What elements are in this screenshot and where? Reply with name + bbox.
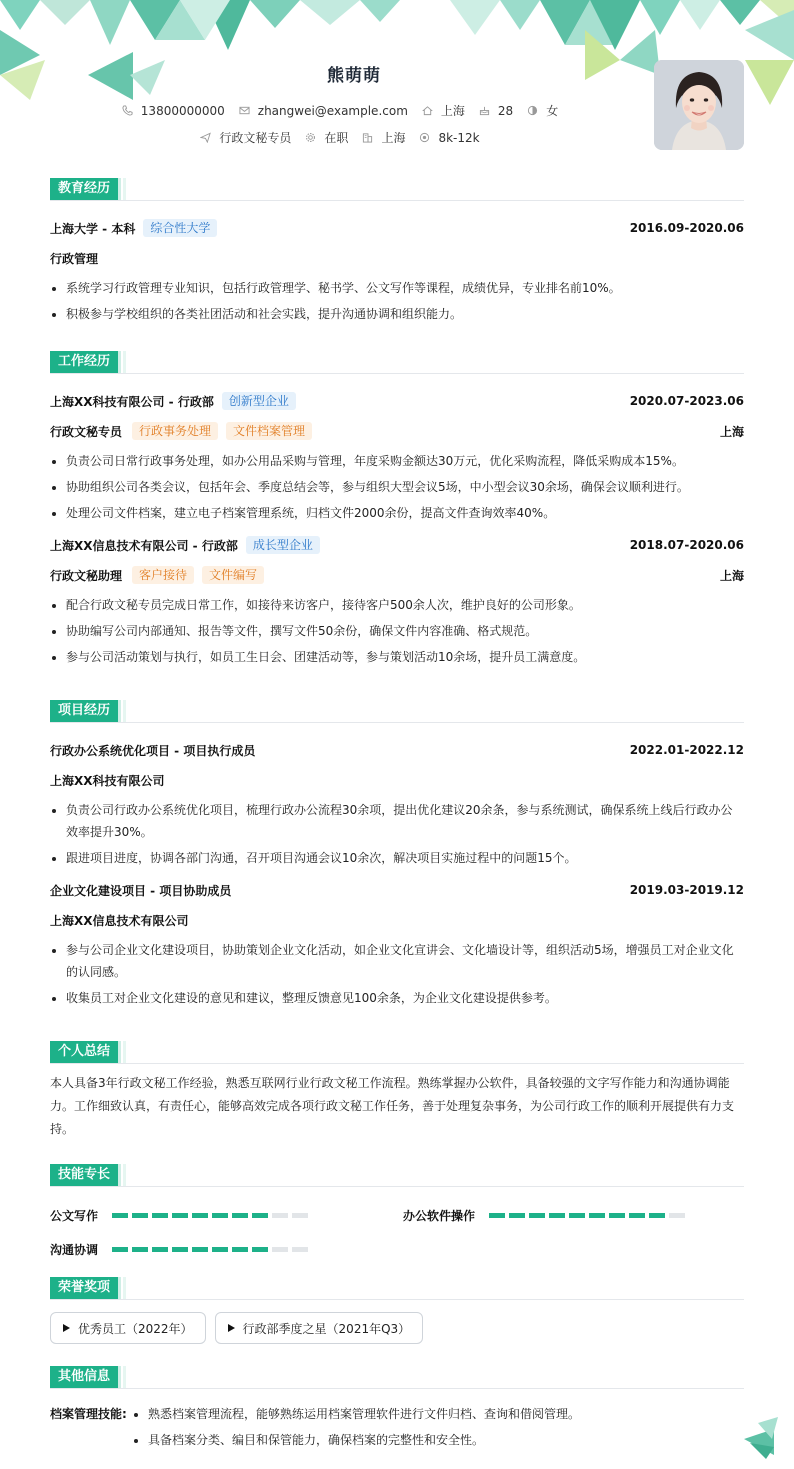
skill-level-segment [292,1213,308,1218]
list-item: 负责公司行政办公系统优化项目，梳理行政办公流程30余项，提出优化建议20余条，参与系统测试，确保系统上线后行政办公效率提升30%。 [50,799,744,843]
skill-level-segment [292,1247,308,1252]
skill-level-segment [212,1213,228,1218]
school-tag: 综合性大学 [143,219,217,237]
projects-section [50,699,744,1013]
award-text: 行政部季度之星（2021年Q3） [242,1321,411,1336]
work-section [50,350,744,672]
project-row [50,875,744,905]
skill-level-segment [192,1247,208,1252]
age-text: 28 [497,103,514,118]
skill-level-bar [489,1213,689,1218]
gear-icon [305,132,316,143]
status-text: 在职 [324,131,349,145]
avatar-photo [654,60,744,150]
skills-list [50,1187,744,1257]
company-tag: 成长型企业 [246,536,320,554]
education-major-row [50,243,744,273]
phone-icon [122,105,133,116]
skill-item [50,1241,312,1258]
phone-text: 13800000000 [140,103,225,118]
list-item: 配合行政文秘专员完成日常工作，如接待来访客户，接待客户500余人次，维护良好的公司形象。 [50,594,744,616]
skill-level-segment [132,1247,148,1252]
list-item: 具备档案分类、编目和保管能力，确保档案的完整性和安全性。 [132,1427,580,1453]
other-section [50,1365,744,1453]
award-item [215,1312,424,1344]
education-school-row [50,213,744,243]
mail-icon [239,105,250,116]
job-position-row [50,416,744,446]
play-icon [228,1324,235,1332]
project-bullets [50,799,744,869]
contact-row [0,102,680,119]
city-text: 上海 [440,104,465,118]
other-label: 档案管理技能: [50,1407,127,1421]
coin-icon [419,132,430,143]
list-item: 收集员工对企业文化建设的意见和建议，整理反馈意见100余条，为企业文化建设提供参考。 [50,987,744,1009]
awards-list [50,1312,744,1344]
project-company: 上海XX信息技术有限公司 [50,913,189,928]
education-date: 2016.09-2020.06 [629,221,744,235]
position-name: 行政文秘助理 [50,568,123,583]
gender-icon [527,105,538,116]
skill-level-segment [232,1247,248,1252]
section-title: 荣誉奖项 [50,1277,118,1299]
list-item: 协助编写公司内部通知、报告等文件，撰写文件50余份，确保文件内容准确、格式规范。 [50,620,744,642]
skill-level-segment [152,1247,168,1252]
job-company-row [50,530,744,560]
skill-tag: 文件编写 [202,566,264,584]
skill-tag: 文件档案管理 [226,422,312,440]
skill-level-segment [529,1213,545,1218]
skill-level-segment [132,1213,148,1218]
skill-level-segment [509,1213,525,1218]
skill-level-segment [252,1213,268,1218]
salary-text: 8k-12k [438,130,480,145]
avatar [654,60,744,150]
education-section [50,177,744,329]
skill-level-bar [112,1213,312,1218]
company-name: 上海XX科技有限公司 - 行政部 [50,394,214,409]
company-name: 上海XX信息技术有限公司 - 行政部 [50,538,238,553]
list-item: 参与公司活动策划与执行，如员工生日会、团建活动等，参与策划活动10余场，提升员工满意度。 [50,646,744,668]
skill-level-segment [272,1247,288,1252]
project-bullets [50,939,744,1009]
cake-icon [479,105,490,116]
other-content [50,1401,744,1453]
email-text: zhangwei@example.com [257,103,408,118]
award-item [50,1312,206,1344]
projects-heading [50,699,744,723]
status-item [305,129,348,146]
job-company-row [50,386,744,416]
job-location: 上海 [719,424,744,439]
list-item: 跟进项目进度，协调各部门沟通，召开项目沟通会议10余次，解决项目实施过程中的问题15个。 [50,847,744,869]
project-company-row [50,905,744,935]
project-date: 2019.03-2019.12 [629,883,744,897]
skill-tag: 客户接待 [132,566,194,584]
target-city-item [362,129,405,146]
skill-level-segment [669,1213,685,1218]
skill-item [50,1207,312,1224]
section-title: 教育经历 [50,178,118,200]
section-title: 项目经历 [50,700,118,722]
skills-heading [50,1163,744,1187]
skill-name: 公文写作 [50,1209,99,1223]
job-location: 上海 [719,568,744,583]
project-company: 上海XX科技有限公司 [50,773,165,788]
education-bullets [50,277,744,325]
list-item: 协助组织公司各类会议，包括年会、季度总结会等，参与组织大型会议5场，中小型会议30余场，确保会议顺利进行。 [50,476,744,498]
skill-level-segment [232,1213,248,1218]
work-heading [50,350,744,374]
section-title: 技能专长 [50,1164,118,1186]
skill-level-segment [212,1247,228,1252]
list-item: 参与公司企业文化建设项目，协助策划企业文化活动，如企业文化宣讲会、文化墙设计等，组织活动5场，增强员工对企业文化的认同感。 [50,939,744,983]
target-city-text: 上海 [381,131,406,145]
skill-level-segment [489,1213,505,1218]
skill-level-segment [112,1213,128,1218]
project-row [50,735,744,765]
skill-item [403,1207,689,1224]
position-name: 行政文秘专员 [50,424,123,439]
skill-level-segment [549,1213,565,1218]
project-company-row [50,765,744,795]
play-icon [63,1324,70,1332]
email-item [239,104,408,118]
award-text: 优秀员工（2022年） [78,1321,193,1336]
skill-level-segment [589,1213,605,1218]
city-item [422,102,465,119]
profile-header [0,0,794,160]
section-title: 个人总结 [50,1041,118,1063]
company-tag: 创新型企业 [222,392,296,410]
education-heading [50,177,744,201]
job-date: 2020.07-2023.06 [629,394,744,408]
job-date: 2018.07-2020.06 [629,538,744,552]
list-item: 系统学习行政管理专业知识，包括行政管理学、秘书学、公文写作等课程，成绩优异，专业排名前10%。 [50,277,744,299]
section-title: 其他信息 [50,1366,118,1388]
skill-level-segment [569,1213,585,1218]
project-name: 企业文化建设项目 - 项目协助成员 [50,883,232,898]
skill-level-segment [192,1213,208,1218]
skill-level-segment [649,1213,665,1218]
job-item [200,129,291,146]
skill-level-segment [152,1213,168,1218]
candidate-name: 熊萌萌 [327,66,381,86]
intent-row [0,129,680,146]
skill-name: 沟通协调 [50,1243,99,1257]
project-date: 2022.01-2022.12 [629,743,744,757]
job-target-text: 行政文秘专员 [219,131,292,145]
job-position-row [50,560,744,590]
school-name: 上海大学 - 本科 [50,221,136,236]
other-heading [50,1365,744,1389]
list-item: 熟悉档案管理流程，能够熟练运用档案管理软件进行文件归档、查询和借阅管理。 [132,1401,580,1427]
job-bullets [50,594,744,668]
job-bullets [50,450,744,524]
skill-level-segment [172,1213,188,1218]
skill-level-bar [112,1247,312,1252]
skill-level-segment [112,1247,128,1252]
awards-section [50,1276,744,1344]
skills-section [50,1163,744,1257]
summary-section [50,1040,744,1141]
summary-heading [50,1040,744,1064]
skill-level-segment [629,1213,645,1218]
skill-name: 办公软件操作 [403,1209,476,1223]
building-icon [362,132,373,143]
salary-item [419,131,479,145]
skill-level-segment [252,1247,268,1252]
corner-decoration [744,1417,780,1459]
list-item: 负责公司日常行政事务处理，如办公用品采购与管理，年度采购金额达30万元，优化采购流程，降低采购成本15%。 [50,450,744,472]
gender-item [527,102,558,119]
send-icon [200,132,211,143]
list-item: 处理公司文件档案，建立电子档案管理系统，归档文件2000余份，提高文件查询效率40%。 [50,502,744,524]
summary-text: 本人具备3年行政文秘工作经验，熟悉互联网行业行政文秘工作流程。熟练掌握办公软件，具备较强的文字写作能力和沟通协调能力。工作细致认真，有责任心，能够高效完成各项行政文秘工作任务，善于处理复杂事务，为公司行政工作的顺利开展提供有力支持。 [50,1076,735,1136]
other-bullets [132,1401,580,1453]
gender-text: 女 [546,104,559,118]
major-name: 行政管理 [50,251,99,266]
list-item: 积极参与学校组织的各类社团活动和社会实践，提升沟通协调和组织能力。 [50,303,744,325]
phone-item [122,104,225,118]
skill-level-segment [172,1247,188,1252]
skill-tag: 行政事务处理 [132,422,218,440]
section-title: 工作经历 [50,351,118,373]
skill-level-segment [609,1213,625,1218]
home-icon [422,105,433,116]
age-item [479,104,513,118]
awards-heading [50,1276,744,1300]
project-name: 行政办公系统优化项目 - 项目执行成员 [50,743,256,758]
skill-level-segment [272,1213,288,1218]
